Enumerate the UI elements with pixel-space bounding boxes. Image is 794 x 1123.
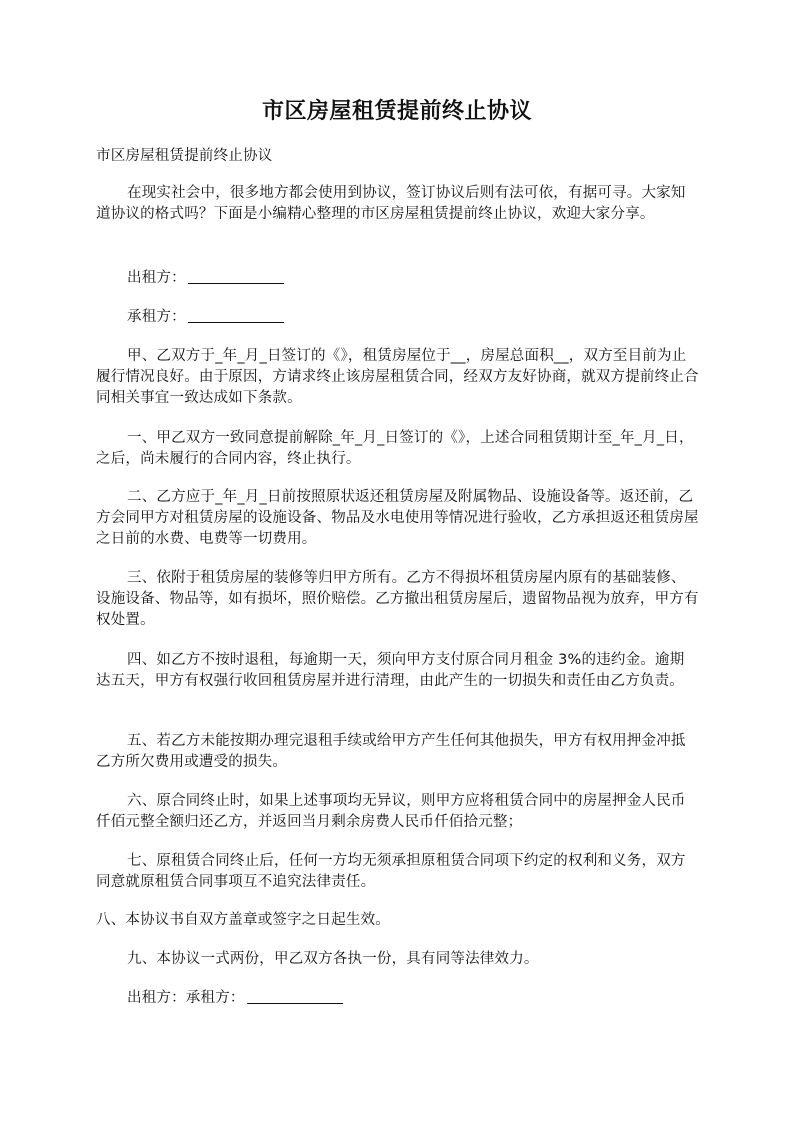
signature-line	[96, 988, 699, 1009]
signature-label: 出租方：承租方：	[127, 990, 245, 1006]
clause-8: 八、本协议书自双方盖章或签字之日起生效。	[96, 912, 390, 928]
clause-1: 一、甲乙双方一致同意提前解除_年_月_日签订的《》，上述合同租赁期计至_年_月_日，之后，尚未履行的合同内容，终止执行。	[96, 430, 694, 467]
clause-2: 二、乙方应于_年_月_日前按照原状返还租赁房屋及附属物品、设施设备等。返还前，乙方会同甲方对租赁房屋的设施设备、物品及水电使用等情况进行验收，乙方承担返还租赁房屋之日前的水费、电费等一切费用。	[96, 489, 699, 547]
document-title: 市区房屋租赁提前终止协议	[261, 98, 532, 124]
document-subtitle: 市区房屋租赁提前终止协议	[96, 148, 273, 164]
lessee-blank	[188, 307, 284, 323]
lessor-line	[96, 268, 699, 289]
clause-4: 四、如乙方不按时退租，每逾期一天，须向甲方支付原合同月租金 3%的违约金。逾期达五天，甲方有权强行收回租赁房屋并进行清理，由此产生的一切损失和责任由乙方负责。	[96, 652, 685, 689]
clause-9: 九、本协议一式两份，甲乙双方各执一份，具有同等法律效力。	[127, 951, 539, 967]
lessor-blank	[188, 268, 284, 284]
lessor-label: 出租方：	[127, 270, 186, 286]
parties-paragraph: 甲、乙双方于_年_月_日签订的《》，租赁房屋位于__，房屋总面积__，双方至目前为止履行情况良好。由于原因，方请求终止该房屋租赁合同，经双方友好协商，就双方提前终止合同相关事宜一致达成如下条款。	[96, 348, 699, 406]
clause-5: 五、若乙方未能按期办理完退租手续或给甲方产生任何其他损失，甲方有权用押金冲抵乙方所欠费用或遭受的损失。	[96, 733, 686, 770]
lessee-line	[96, 307, 699, 328]
clause-3: 三、依附于租赁房屋的装修等归甲方所有。乙方不得损坏租赁房屋内原有的基础装修、设施设备、物品等，如有损坏，照价赔偿。乙方撤出租赁房屋后，遗留物品视为放弃，甲方有权处置。	[96, 570, 699, 628]
lessee-label: 承租方：	[127, 309, 186, 325]
clause-7: 七、原租赁合同终止后，任何一方均无须承担原租赁合同项下约定的权利和义务，双方同意就原租赁合同事项互不追究法律责任。	[96, 853, 686, 890]
intro-paragraph: 在现实社会中，很多地方都会使用到协议，签订协议后则有法可依，有据可寻。大家知道协议的格式吗？下面是小编精心整理的市区房屋租赁提前终止协议，欢迎大家分享。	[96, 185, 686, 222]
clause-6: 六、原合同终止时，如果上述事项均无异议，则甲方应将租赁合同中的房屋押金人民币仟佰元整全额归还乙方，并返回当月剩余房费人民币仟佰拾元整；	[96, 793, 686, 830]
signature-blank	[247, 988, 343, 1004]
